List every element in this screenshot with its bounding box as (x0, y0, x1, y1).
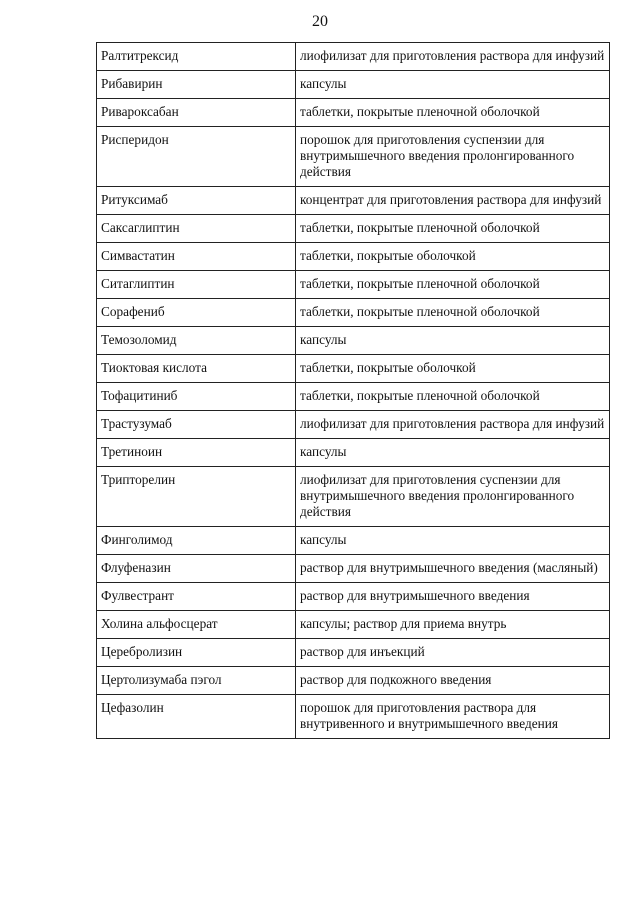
drug-name: Саксаглиптин (97, 215, 296, 243)
table-row (97, 187, 610, 215)
drug-name: Фулвестрант (97, 583, 296, 611)
table-row (97, 583, 610, 611)
dosage-form: капсулы (296, 527, 610, 555)
dosage-form: таблетки, покрытые оболочкой (296, 355, 610, 383)
drug-name: Тофацитиниб (97, 383, 296, 411)
table-row (97, 243, 610, 271)
table-row (97, 695, 610, 739)
table-row (97, 555, 610, 583)
table-row (97, 467, 610, 527)
dosage-form: раствор для инъекций (296, 639, 610, 667)
dosage-form: таблетки, покрытые пленочной оболочкой (296, 99, 610, 127)
table-row (97, 327, 610, 355)
drug-name: Ривароксабан (97, 99, 296, 127)
drug-name: Рибавирин (97, 71, 296, 99)
table-row (97, 383, 610, 411)
table-row (97, 215, 610, 243)
table-row (97, 99, 610, 127)
table-row (97, 411, 610, 439)
drug-name: Рисперидон (97, 127, 296, 187)
table-row (97, 355, 610, 383)
dosage-form: таблетки, покрытые пленочной оболочкой (296, 299, 610, 327)
dosage-form: таблетки, покрытые оболочкой (296, 243, 610, 271)
drug-name: Третиноин (97, 439, 296, 467)
dosage-form: раствор для подкожного введения (296, 667, 610, 695)
drug-name: Темозоломид (97, 327, 296, 355)
drug-name: Тиоктовая кислота (97, 355, 296, 383)
drug-name: Ралтитрексид (97, 43, 296, 71)
drug-name: Холина альфосцерат (97, 611, 296, 639)
drug-name: Сорафениб (97, 299, 296, 327)
dosage-form: лиофилизат для приготовления раствора для инфузий (296, 411, 610, 439)
table-row (97, 71, 610, 99)
table-row (97, 127, 610, 187)
drug-name: Флуфеназин (97, 555, 296, 583)
table-row (97, 271, 610, 299)
dosage-form: капсулы (296, 71, 610, 99)
table-row (97, 43, 610, 71)
table-row (97, 611, 610, 639)
table-row (97, 299, 610, 327)
dosage-form: порошок для приготовления раствора для внутривенного и внутримышечного введения (296, 695, 610, 739)
dosage-form: раствор для внутримышечного введения (масляный) (296, 555, 610, 583)
drug-name: Ритуксимаб (97, 187, 296, 215)
drug-name: Трипторелин (97, 467, 296, 527)
drug-name: Цефазолин (97, 695, 296, 739)
dosage-form: таблетки, покрытые пленочной оболочкой (296, 383, 610, 411)
table-row (97, 527, 610, 555)
dosage-form: капсулы; раствор для приема внутрь (296, 611, 610, 639)
dosage-form: концентрат для приготовления раствора для инфузий (296, 187, 610, 215)
dosage-form: порошок для приготовления суспензии для внутримышечного введения пролонгированного действия (296, 127, 610, 187)
dosage-form: лиофилизат для приготовления раствора для инфузий (296, 43, 610, 71)
drug-name: Трастузумаб (97, 411, 296, 439)
drug-name: Церебролизин (97, 639, 296, 667)
dosage-form: таблетки, покрытые пленочной оболочкой (296, 271, 610, 299)
table-row (97, 439, 610, 467)
dosage-form: капсулы (296, 327, 610, 355)
page-number: 20 (312, 13, 328, 30)
table-row (97, 639, 610, 667)
dosage-form: лиофилизат для приготовления суспензии для внутримышечного введения пролонгированного действия (296, 467, 610, 527)
drug-name: Симвастатин (97, 243, 296, 271)
drug-name: Финголимод (97, 527, 296, 555)
drug-name: Ситаглиптин (97, 271, 296, 299)
table-row (97, 667, 610, 695)
drug-name: Цертолизумаба пэгол (97, 667, 296, 695)
drug-table (96, 42, 610, 739)
dosage-form: раствор для внутримышечного введения (296, 583, 610, 611)
dosage-form: капсулы (296, 439, 610, 467)
dosage-form: таблетки, покрытые пленочной оболочкой (296, 215, 610, 243)
